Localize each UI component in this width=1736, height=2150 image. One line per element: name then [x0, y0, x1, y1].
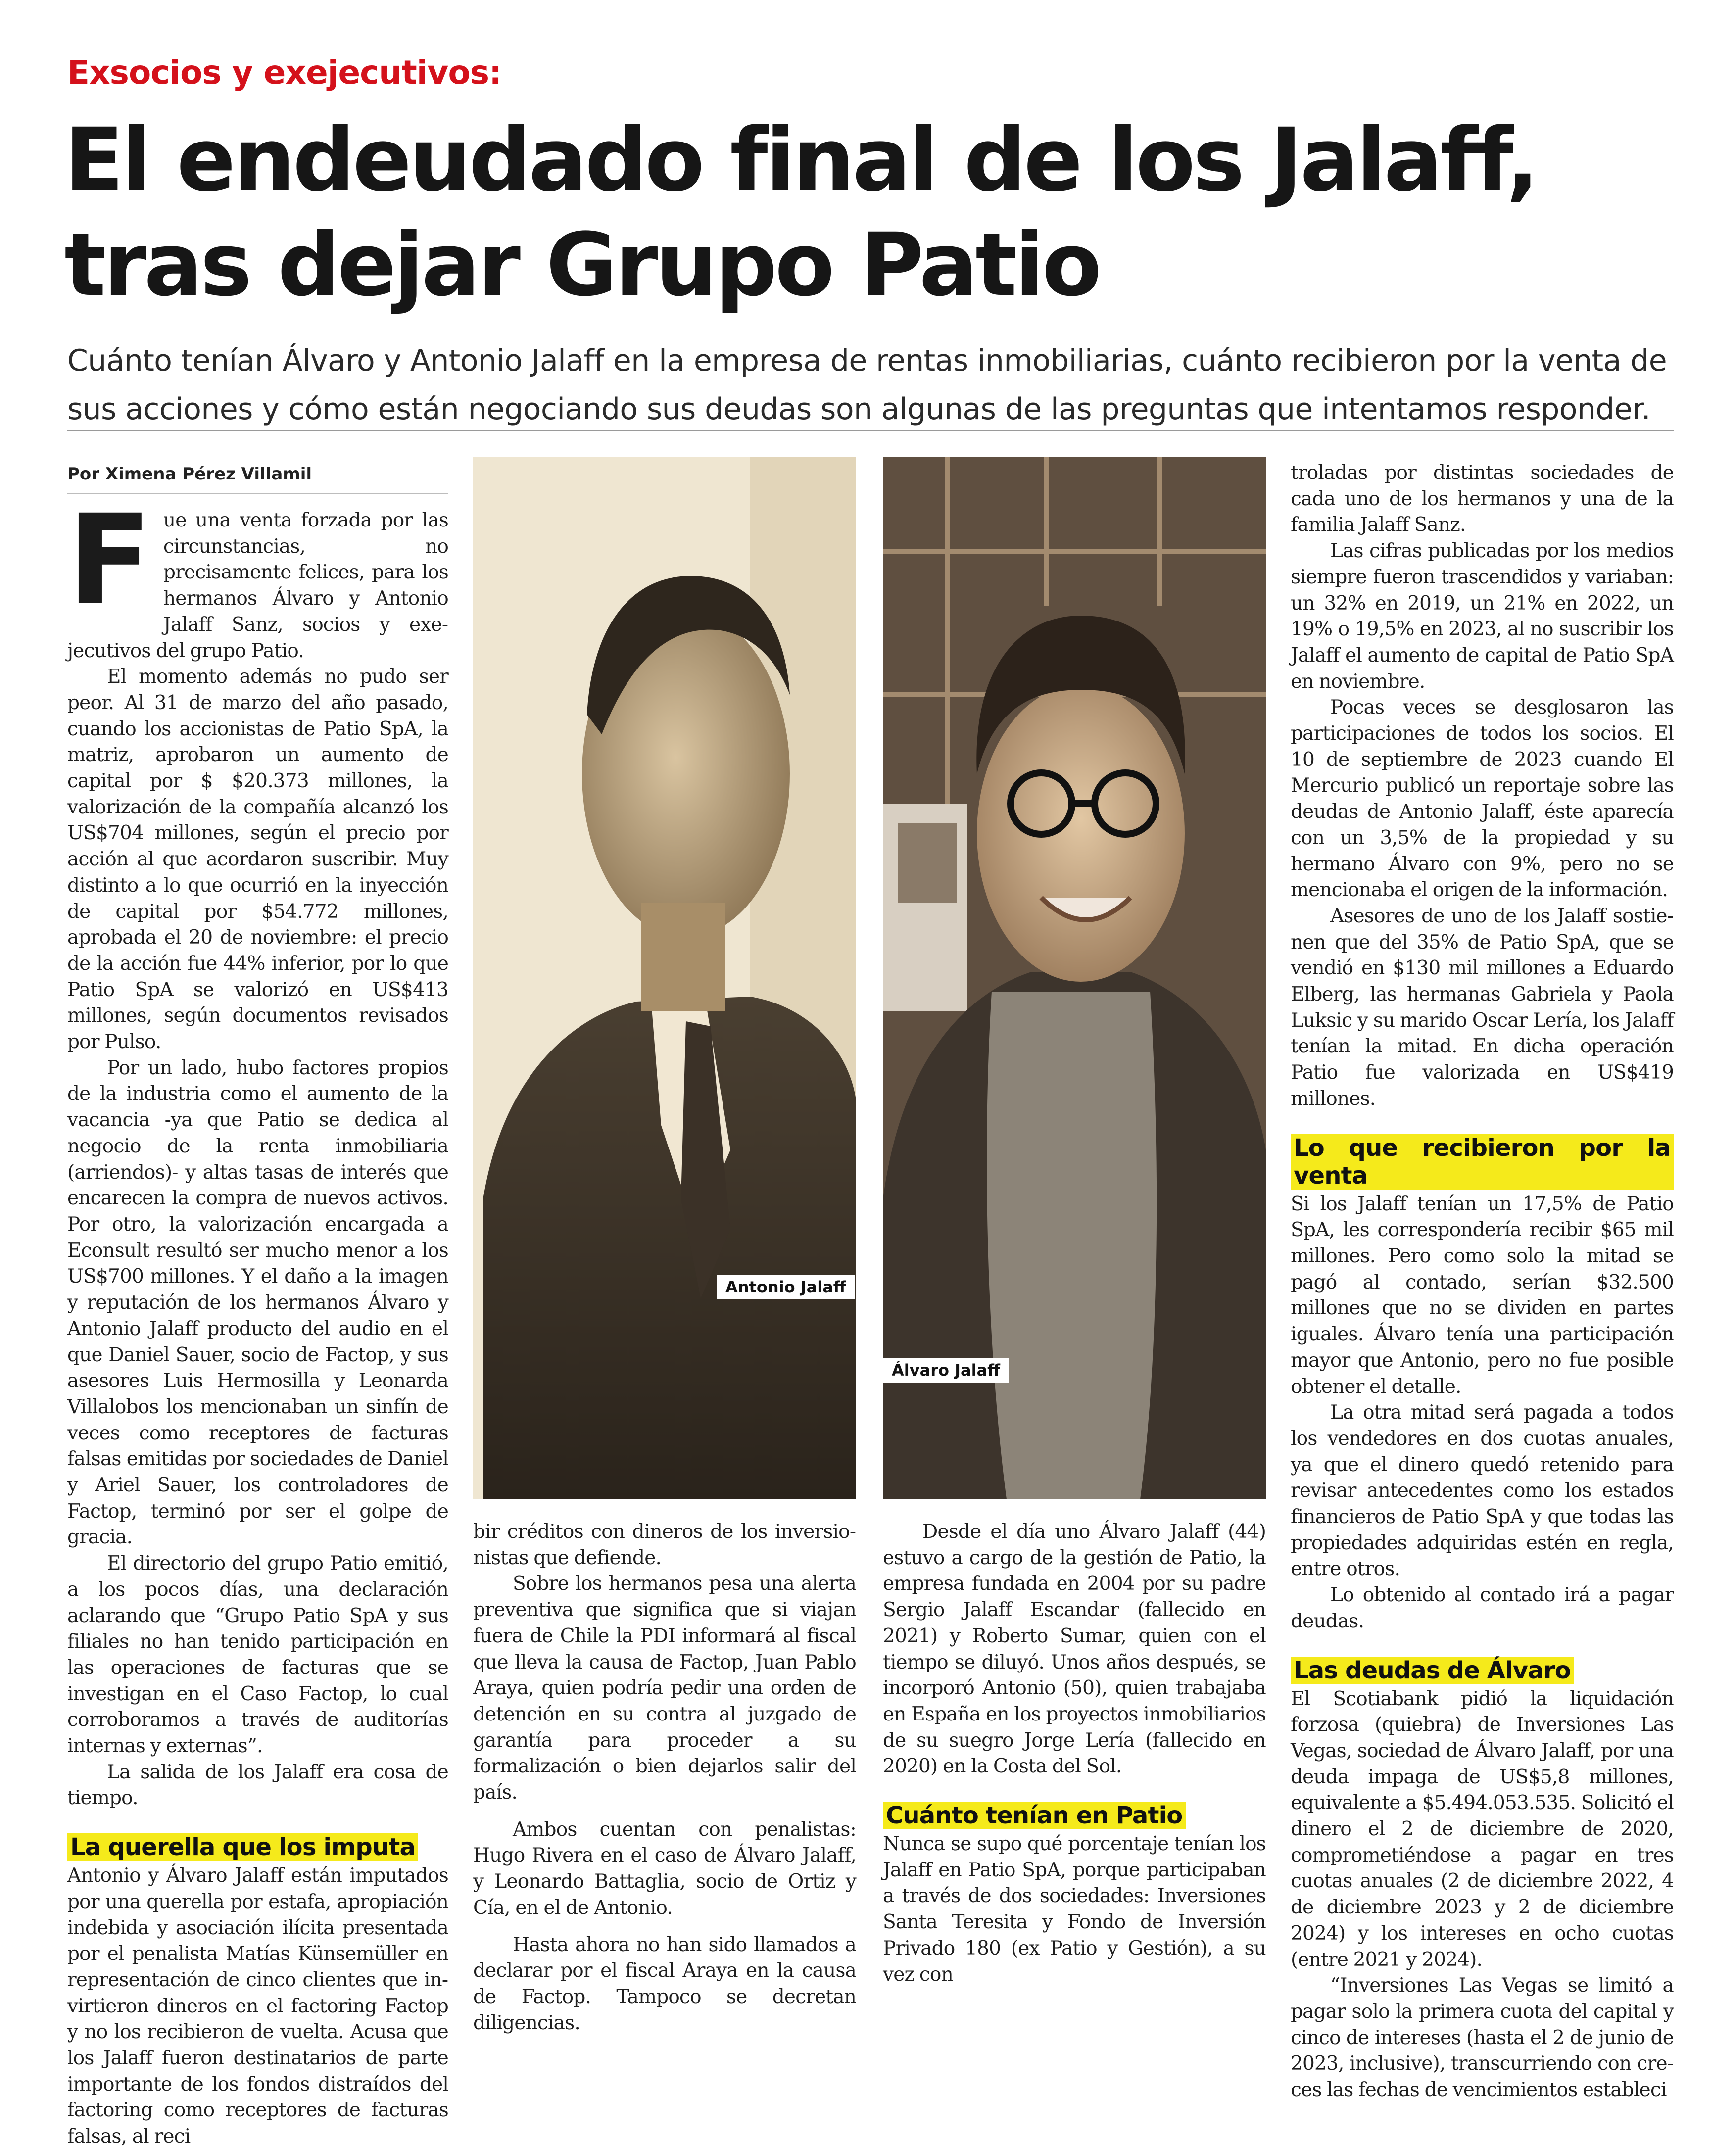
article-headline — [64, 108, 1697, 318]
paragraph: La otra mitad será pagada a todos los vendedores en dos cuotas anuales, ya que el dinero quedó retenido para revisar antecedentes como los estados financieros de Patio SpA y que todas las propiedades adquiridas estén en regla, entre otros. — [1291, 1401, 1674, 1580]
paragraph: El directorio del grupo Patio emitió, a los pocos días, una declaración aclarando que “Grupo Patio SpA y sus filiales no han tenido participación en las operaciones de facturas que se investigan en el Caso Factop, lo cual corroboramos a través de auditorías internas y externas”. — [67, 1552, 448, 1758]
lead-text: ue una venta forzada por las circunstancias, no precisamente felices, para los hermanos Álvaro y Antonio Jalaff Sanz, socios y exejecutivos del grupo Patio. — [67, 509, 448, 662]
paragraph: “Inversiones Las Vegas se limitó a pagar solo la primera cuota del capital y cinco de intereses (hasta el 2 de junio de 2023, inclusive), transcurriendo con creces las fechas de vencimientos estableci — [1291, 1974, 1674, 2102]
paragraph: Nunca se supo qué porcentaje tenían los Jalaff en Patio SpA, porque participaban a través de dos sociedades: Inversiones Santa Teresita y Fondo de Inversión Privado 180 (ex Patio y Gestión), a su vez con — [883, 1833, 1266, 1986]
article-kicker: Exsocios y exejecutivos: — [67, 53, 502, 92]
paragraph: Hasta ahora no han sido llamados a declarar por el fiscal Araya en la causa de Factop. Tampoco se decretan diligencias. — [473, 1933, 856, 2034]
alvaro-portrait-illustration — [883, 457, 1266, 1499]
column-4 — [1291, 460, 1674, 2103]
paragraph: Lo obtenido al contado irá a pagar deudas. — [1291, 1584, 1674, 1632]
paragraph: El Scotiabank pidió la liquidación forzosa (quiebra) de Inversiones Las Vegas, sociedad de Álvaro Jalaff, por una deuda impaga de US$5,8 millones, equivalente a $5.494.053.535. Solicitó el dinero el 2 de diciembre de 2020, comprometiéndose a pagar en tres cuotas anuales (2 de diciembre 2022, 4 de diciembre 2023 y 2 de diciembre 2024) y los intereses en ocho cuotas (entre 2021 y 2024). — [1291, 1687, 1674, 1971]
paragraph: La salida de los Jalaff era cosa de tiempo. — [67, 1761, 448, 1810]
paragraph: Asesores de uno de los Jalaff sostienen que del 35% de Patio SpA, que se vendió en $130 mil millones a Eduardo Elberg, las hermanas Gabriela y Paola Luksic y su marido Oscar Lería, los Jalaff tenían la mitad. En dicha operación Patio fue valorizada en US$419 millones. — [1291, 905, 1674, 1110]
subhead-las-deudas: Las deudas de Álvaro — [1291, 1657, 1574, 1684]
paragraph: troladas por distintas sociedades de cada uno de los hermanos y una de la familia Jalaff Sanz. — [1291, 462, 1674, 536]
lead-paragraph — [67, 488, 448, 664]
paragraph: Ambos cuentan con penalistas: Hugo Rivera en el caso de Álvaro Jalaff, y Leonardo Battaglia, socio de Ortiz y Cía, en el de Antonio. — [473, 1818, 856, 1919]
headline-line-2: tras dejar Grupo Patio — [64, 214, 1100, 316]
column-1 — [67, 488, 448, 2150]
drop-cap: F — [67, 488, 151, 632]
byline: Por Ximena Pérez Villamil — [67, 464, 312, 484]
antonio-portrait-illustration — [473, 457, 856, 1499]
paragraph: Desde el día uno Álvaro Jalaff (44) estuvo a cargo de la gestión de Patio, la empresa fundada en 2004 por su padre Sergio Jalaff Escandar (fallecido en 2021) y Roberto Sumar, quien con el tiempo se diluyó. Unos años después, se incorporó Antonio (50), quien trabajaba en España en los proyectos inmobiliarios de su suegro Jorge Lería (fallecido en 2020) en la Costa del Sol. — [883, 1521, 1266, 1778]
deck-line-2: sus acciones y cómo están negociando sus deudas son algunas de las preguntas que intentamos responder. — [67, 392, 1651, 427]
subhead-cuanto-tenian: Cuánto tenían en Patio — [883, 1802, 1186, 1829]
column-2 — [473, 1519, 856, 2036]
deck-line-1: Cuánto tenían Álvaro y Antonio Jalaff en la empresa de rentas inmobiliarias, cuánto recibieron por la venta de — [67, 343, 1667, 378]
paragraph: Antonio y Álvaro Jalaff están imputados por una querella por estafa, apropiación indebida y asociación ilícita presentada por el penalista Matías Künsemüller en representación de cinco clientes que invirtieron dineros en el factoring Factop y no los recibieron de vuelta. Acusa que los Jalaff fueron destinatarios de parte importante de los fondos distraídos del factoring como receptores de facturas falsas, al reci — [67, 1864, 448, 2148]
paragraph: bir créditos con dineros de los inversionistas que defiende. — [473, 1521, 856, 1569]
paragraph: Pocas veces se desglosaron las participaciones de todos los socios. El 10 de septiembre de 2023 cuando El Mercurio publicó un reportaje sobre las deudas de Antonio Jalaff, éste aparecía con un 3,5% de la propiedad y su hermano Álvaro con 9%, pero no se mencionaba el origen de la información. — [1291, 696, 1674, 902]
column-3 — [883, 1519, 1266, 1988]
paragraph: Las cifras publicadas por los medios siempre fueron trascendidos y variaban: un 32% en 2019, un 21% en 2022, un 19% o 19,5% en 2023, al no suscribir los Jalaff el aumento de capital de Patio SpA en noviembre. — [1291, 540, 1674, 693]
headline-line-1: El endeudado final de los Jalaff, — [64, 109, 1537, 211]
photo-caption-alvaro: Álvaro Jalaff — [883, 1358, 1009, 1383]
paragraph: Si los Jalaff tenían un 17,5% de Patio SpA, les correspondería recibir $65 mil millones. Pero como solo la mitad se pagó al contado, serían $32.500 millones que no se dividen en partes iguales. Álvaro tenía una participación mayor que Antonio, pero no fue posible obtener el detalle. — [1291, 1193, 1674, 1398]
subhead-querella: La querella que los imputa — [67, 1833, 418, 1861]
deck-divider — [67, 430, 1674, 431]
paragraph: Por un lado, hubo factores propios de la industria como el aumento de la vacancia -ya que Patio se dedica al negocio de la renta inmobiliaria (arriendos)- y altas tasas de interés que encarecen la compra de nuevos activos. Por otro, la valorización encargada a Econsult resultó ser mucho menor a los US$700 millones. Y el daño a la imagen y reputación de los hermanos Álvaro y Antonio Jalaff producto del audio en el que Daniel Sauer, socio de Factop, y sus asesores Luis Hermosilla y Leonarda Villalobos los mencionaban un sinfín de veces como receptores de facturas falsas emitidas por sociedades de Daniel y Ariel Sauer, los controladores de Factop, terminó por ser el golpe de gracia. — [67, 1056, 448, 1549]
subhead-lo-que-recibieron: Lo que recibieron por la venta — [1291, 1134, 1674, 1190]
paragraph: El momento además no pudo ser peor. Al 31 de marzo del año pasado, cuando los accionistas de Patio SpA, la matriz, aprobaron un aumento de capital por $ $20.373 millones, la valorización de la compañía alcanzó los US$704 millones, según el precio por acción al que acordaron suscribir. Muy distinto a lo que ocurrió en la inyección de capital por $54.772 millones, aprobada el 20 de noviembre: el precio de la acción fue 44% inferior, por lo que Patio SpA se valorizó en US$413 millones, según documentos revisados por Pulso. — [67, 666, 448, 1053]
antonio-jalaff-photo — [473, 457, 856, 1499]
paragraph: Sobre los hermanos pesa una alerta preventiva que significa que si viajan fuera de Chile la PDI informará al fiscal que lleva la causa de Factop, Juan Pablo Araya, quien podría pedir una orden de detención en su contra al juzgado de garantía para proceder a su formalización o bien dejarlos salir del país. — [473, 1573, 856, 1804]
alvaro-jalaff-photo — [883, 457, 1266, 1499]
photo-caption-antonio: Antonio Jalaff — [717, 1275, 855, 1299]
article-deck — [67, 336, 1681, 433]
